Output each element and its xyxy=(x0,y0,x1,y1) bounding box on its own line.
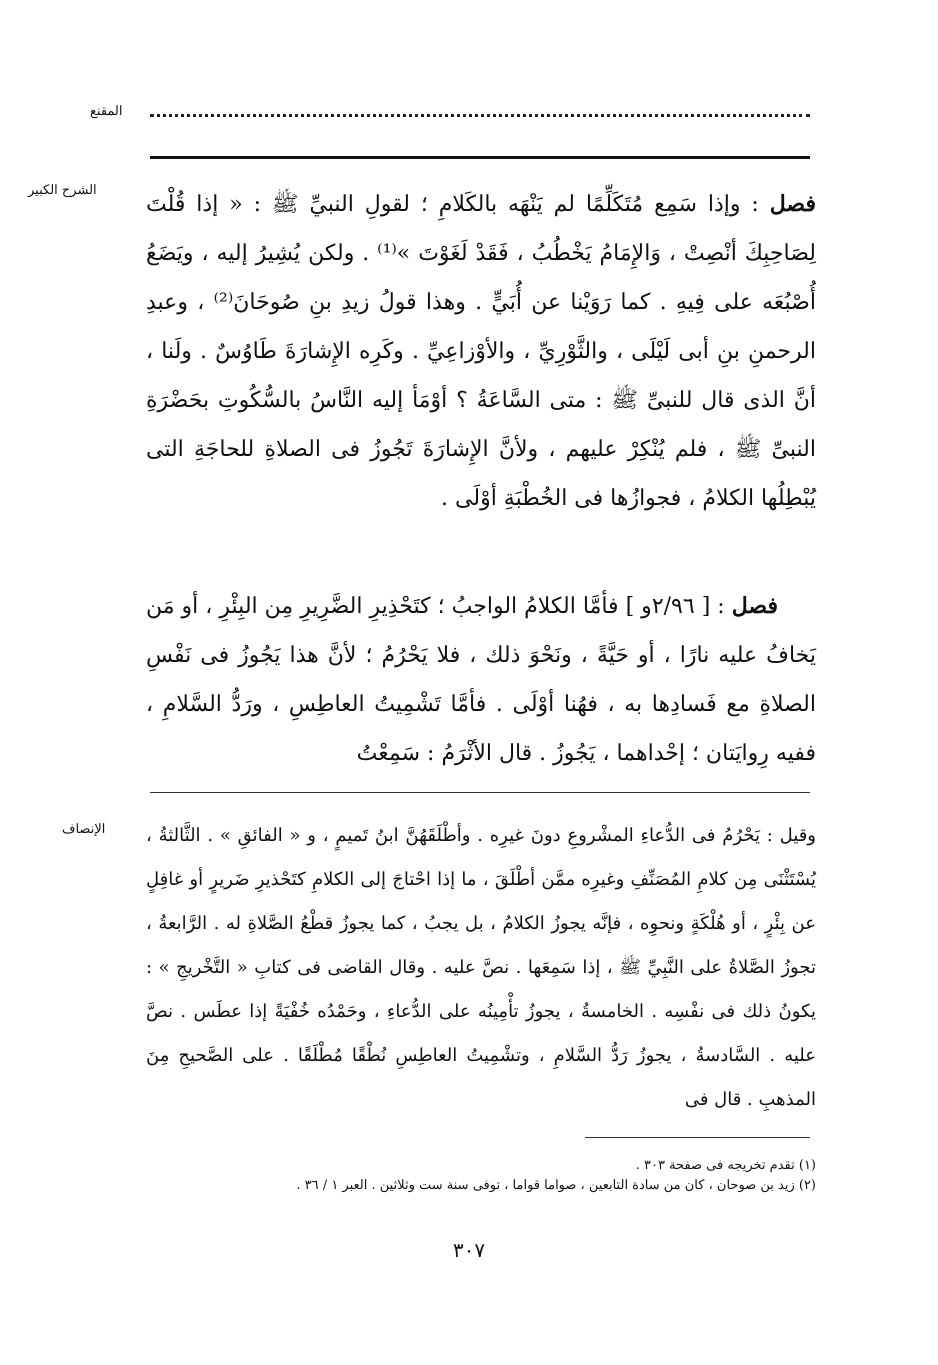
insaf-paragraph xyxy=(146,814,816,1122)
side-label-sharh: الشرح الكبير xyxy=(28,183,97,198)
insaf-text: وقيل : يَحْرُمُ فى الدُّعاءِ المشْروعِ دونَ غيرِه . وأطْلَقَهُنَّ ابنُ تَميمٍ ، و « الفائقِ » . الثَّالثةُ ، يُسْتَثْنَى مِن كلامِ المُصَنِّفِ وغيرِه ممَّن أطْلَقَ ، ما إذا احْتاجَ إلى الكلامِ كتَحْذيرِ ضَريرٍ أو غافِلٍ عن بِئْرٍ ، أو هُلْكَةٍ ونحوِه ، فإنَّه يجوزُ الكلامُ ، بل يجبُ ، كما يجوزُ قطْعُ الصَّلاةِ له . الرَّابعةُ ، تجوزُ الصَّلاةُ على النَّبِيِّ ﷺ ، إذا سَمِعَها . نصَّ عليه . وقال القاضى فى كتابِ « التَّخْريجِ » : يكونُ ذلك فى نفْسِه . الخامسةُ ، يجوزُ تأْمِينُه على الدُّعاءِ ، وحَمْدُه خُفْيَةً إذا عطَس . نصَّ عليه . السَّادسةُ ، يجوزُ رَدُّ السَّلامِ ، وتشْمِيتُ العاطِسِ نُطْقًا مُطْلَقًا . على الصَّحيحِ مِنَ المذهبِ . قال فى xyxy=(146,825,816,1110)
header-dotted-line xyxy=(150,114,810,117)
section-marker: فصل xyxy=(769,191,816,217)
footnotes xyxy=(146,1156,816,1196)
section-divider xyxy=(150,792,810,793)
sharh-paragraph-1 xyxy=(146,180,816,523)
footnote-1: (١) تقدم تخريجه فى صفحة ٣٠٣ . xyxy=(635,1158,816,1173)
sharh-paragraph-2 xyxy=(146,582,816,778)
footnote-2: (٢) زيد بن صوحان ، كان من سادة التابعين ، صواما قواما ، توفى سنة ست وثلاثين . العبر ١ / ٣٦ . xyxy=(296,1178,816,1193)
header-rule xyxy=(150,156,810,159)
page-number: ٣٠٧ xyxy=(452,1238,486,1262)
footnote-rule xyxy=(585,1137,810,1138)
paragraph-text: : وإذا سَمِع مُتَكَلِّمًا لم يَنْهَه بالكَلامِ ؛ لقولِ النبيِّ ﷺ : « إذا قُلْتَ لِصَاحِبِكَ أنْصِتْ ، وَالإِمَامُ يَخْطُبُ ، فَقَدْ لَغَوْتَ »⁽¹⁾ . ولكن يُشِيرُ إليه ، ويَضَعُ أُصْبُعَه على فِيهِ . كما رَوَيْنا عن أُبَيٍّ . وهذا قولُ زيدِ بنِ صُوحَانَ⁽²⁾ ، وعبدِ الرحمنِ بنِ أبى لَيْلَى ، والثَّوْرِيِّ ، والأوْزاعِيِّ . وكَرِه الإِشارَةَ طَاوُسٌ . ولَنا ، أنَّ الذى قال للنبىِّ ﷺ : متى السَّاعَةُ ؟ أوْمَأ إليه النَّاسُ بالسُّكُوتِ بحَضْرَةِ النبىِّ ﷺ ، فلم يُنْكِرْ عليهم ، ولأنَّ الإِشارَةَ تَجُوزُ فى الصلاةِ للحاجَةِ التى يُبْطِلُها الكلامُ ، فجوازُها فى الخُطْبَةِ أوْلَى . xyxy=(146,192,816,511)
section-marker: فصل xyxy=(731,593,778,619)
side-label-insaf: الإنصاف xyxy=(62,822,106,837)
paragraph-text: : [ ٢/٩٦و ] فأمَّا الكلامُ الواجبُ ؛ كتَحْذِيرِ الضَّرِيرِ مِن البِئْرِ ، أو مَن يَخافُ عليه نارًا ، أو حَيَّةً ، ونَحْوَ ذلك ، فلا يَحْرُمُ ؛ لأنَّ هذا يَجُوزُ فى نَفْسِ الصلاةِ مع فَسادِها به ، فهُنا أوْلَى . فأمَّا تَشْمِيتُ العاطِسِ ، ورَدُّ السَّلامِ ، ففيه رِوايَتان ؛ إحْداهما ، يَجُوزُ . قال الأثْرَمُ : سَمِعْتُ xyxy=(146,594,816,766)
book-title-header: المقنع xyxy=(90,104,123,119)
